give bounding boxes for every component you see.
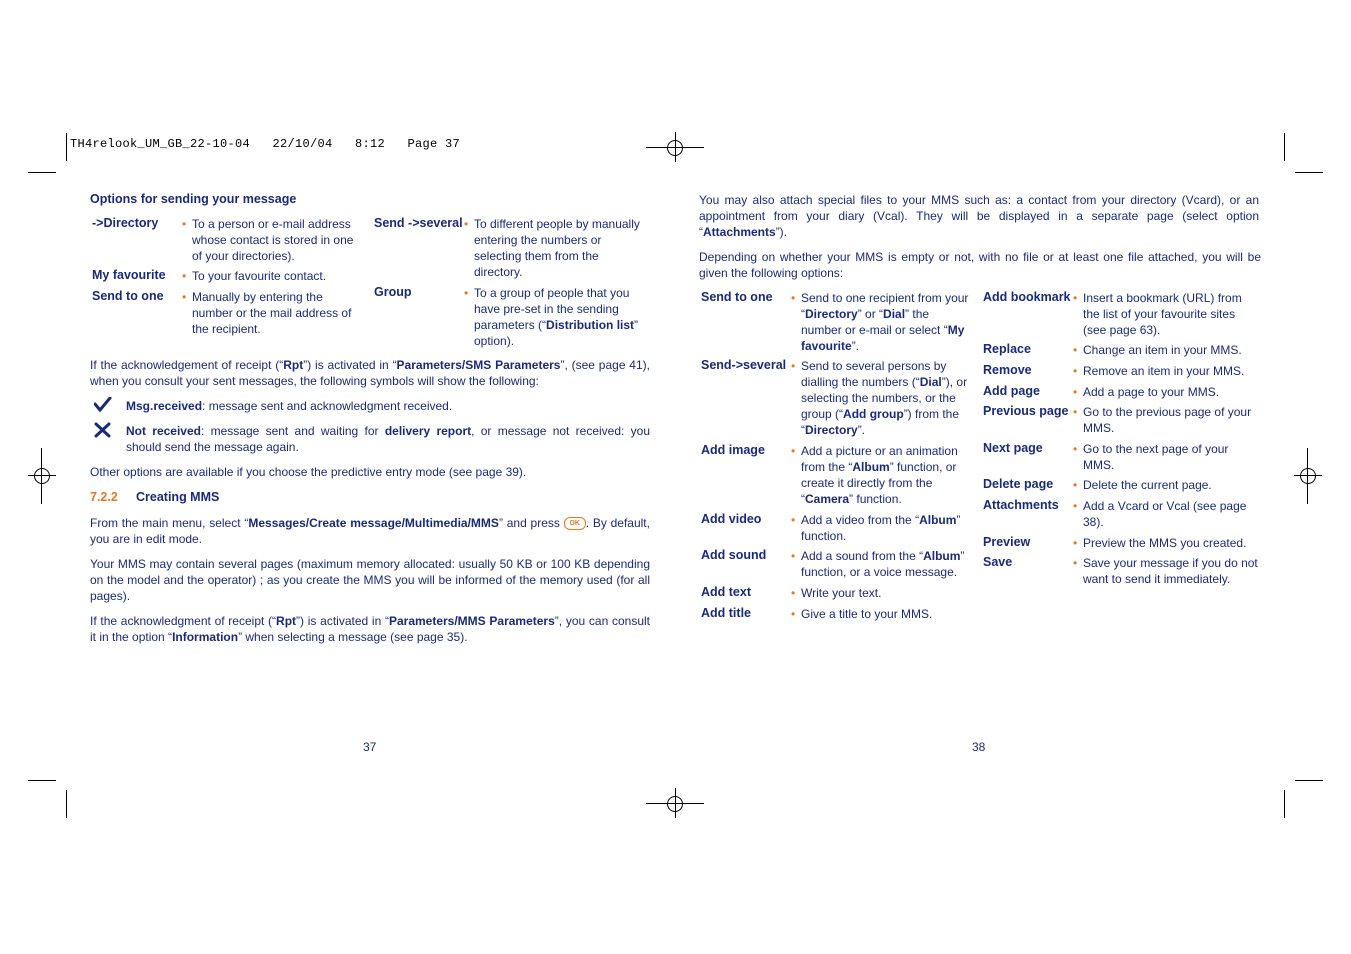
option-term: Send->several xyxy=(701,358,787,372)
option-desc: • To a group of people that you have pre-set in the sending parameters (“Distribution list” option). xyxy=(464,286,639,348)
checkmark-icon xyxy=(94,397,112,418)
crop-mark xyxy=(1295,780,1323,781)
option-term: Previous page xyxy=(983,404,1069,418)
crop-mark xyxy=(1295,172,1323,173)
option-term: Add image xyxy=(701,443,765,457)
create-paragraph: From the main menu, select “Messages/Create message/Multimedia/MMS” and press OK . By default, you are in edit mode. xyxy=(90,516,650,546)
crop-mark xyxy=(1284,790,1285,818)
depending-paragraph: Depending on whether your MMS is empty or not, with no file or at least one file attached, you will be given the following options: xyxy=(699,250,1261,280)
option-term: Add video xyxy=(701,512,762,526)
option-term: Next page xyxy=(983,441,1043,455)
option-term: Add title xyxy=(701,606,751,620)
option-desc: • To different people by manually entering the numbers or selecting them from the directory. xyxy=(464,217,640,279)
option-term: Replace xyxy=(983,342,1031,356)
option-term: Add page xyxy=(983,384,1040,398)
option-desc: • Send to one recipient from your “Directory” or “Dial” the number or e-mail or select “My favourite”. xyxy=(791,291,969,353)
crop-mark xyxy=(28,780,56,781)
option-term: My favourite xyxy=(92,268,166,282)
ack-paragraph: If the acknowledgement of receipt (“Rpt”) is activated in “Parameters/SMS Parameters”, (see page 41), when you consult your sent messages, the following symbols will show the following: xyxy=(90,358,650,388)
info-paragraph: If the acknowledgment of receipt (“Rpt”) is activated in “Parameters/MMS Parameters”, you can consult it in the option “Information” when selecting a message (see page 35). xyxy=(90,614,650,644)
option-desc: • To a person or e-mail address whose contact is stored in one of your directories). xyxy=(182,217,354,263)
section-number: 7.2.2 xyxy=(90,490,118,504)
option-desc: • Preview the MMS you created. xyxy=(1073,536,1247,550)
other-options-text: Other options are available if you choose the predictive entry mode (see page 39). xyxy=(90,465,527,479)
option-desc: • Manually by entering the number or the mail address of the recipient. xyxy=(182,290,352,336)
ok-key-icon: OK xyxy=(564,517,586,530)
option-term: Group xyxy=(374,285,412,299)
option-term: Add sound xyxy=(701,548,767,562)
cross-icon xyxy=(94,422,111,443)
option-desc: • Add a video from the “Album” function. xyxy=(791,513,961,543)
option-term: Save xyxy=(983,555,1013,569)
option-desc: • Send to several persons by dialling the numbers (“Dial”), or selecting the numbers, or the group (“Add group”) from the “Directory”. xyxy=(791,359,968,437)
option-desc: • Add a sound from the “Album” function, or a voice message. xyxy=(791,549,965,579)
not-received-text: Not received: message sent and waiting for delivery report, or message not received: you should send the message again. xyxy=(126,424,650,454)
print-header: TH4relook_UM_GB_22-10-04 22/10/04 8:12 Page 37 xyxy=(70,137,461,151)
option-term: Attachments xyxy=(983,498,1059,512)
option-term: Send to one xyxy=(92,289,164,303)
option-term: Preview xyxy=(983,535,1031,549)
memory-paragraph: Your MMS may contain several pages (maximum memory allocated: usually 50 KB or 100 KB depending on the model and the operator) ; as you create the MMS you will be informed of the memory used (for all pages). xyxy=(90,557,650,603)
option-desc: • Add a Vcard or Vcal (see page 38). xyxy=(1073,499,1247,529)
crop-mark xyxy=(28,172,56,173)
attach-paragraph: You may also attach special files to your MMS such as: a contact from your directory (Vcard), or an appointment from your diary (Vcal). They will be displayed in a separate page (select option “Attachments”). xyxy=(699,193,1259,239)
option-desc: • Write your text. xyxy=(791,586,882,600)
option-desc: • To your favourite contact. xyxy=(182,269,327,283)
crop-mark xyxy=(66,790,67,818)
section-title: Creating MMS xyxy=(136,490,220,504)
option-term: Delete page xyxy=(983,477,1054,491)
option-term: Add bookmark xyxy=(983,290,1071,304)
option-term: Send ->several xyxy=(374,216,463,230)
option-desc: • Go to the previous page of your MMS. xyxy=(1073,405,1252,435)
option-term: Add text xyxy=(701,585,751,599)
option-desc: • Insert a bookmark (URL) from the list of your favourite sites (see page 63). xyxy=(1073,291,1242,337)
option-desc: • Add a picture or an animation from the “Album” function, or create it directly from the “Camera” function. xyxy=(791,444,958,506)
option-desc: • Save your message if you do not want to send it immediately. xyxy=(1073,556,1258,586)
crop-mark xyxy=(66,133,67,161)
option-desc: • Remove an item in your MMS. xyxy=(1073,364,1245,378)
option-desc: • Give a title to your MMS. xyxy=(791,607,933,621)
page-number: 38 xyxy=(972,740,986,754)
option-desc: • Go to the next page of your MMS. xyxy=(1073,442,1229,472)
option-desc: • Delete the current page. xyxy=(1073,478,1212,492)
options-title: Options for sending your message xyxy=(90,192,297,206)
option-desc: • Change an item in your MMS. xyxy=(1073,343,1242,357)
option-term: ->Directory xyxy=(92,216,159,230)
option-term: Remove xyxy=(983,363,1032,377)
option-term: Send to one xyxy=(701,290,773,304)
msg-received-text: Msg.received: message sent and acknowledgment received. xyxy=(126,399,453,413)
page-number: 37 xyxy=(363,740,377,754)
option-desc: • Add a page to your MMS. xyxy=(1073,385,1220,399)
crop-mark xyxy=(1284,133,1285,161)
